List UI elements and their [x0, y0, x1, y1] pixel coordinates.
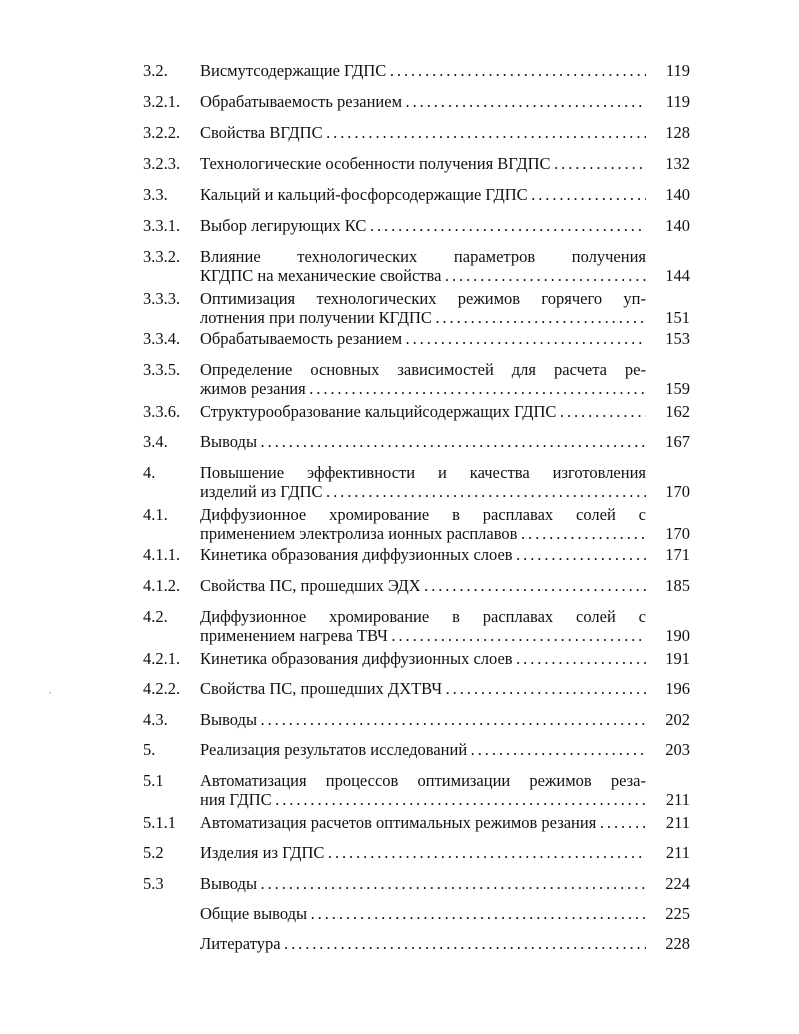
toc-entry-title-line: Кинетика образования диффузионных слоев . . . — [200, 649, 646, 668]
toc-entry-title-line: Литература . . . — [200, 934, 646, 953]
toc-entry-title-line: Кинетика образования диффузионных слоев . . . — [200, 545, 646, 564]
toc-entry-title-line: Выводы . . . — [200, 874, 646, 893]
toc-entry-title-line: Кальций и кальций-фосфорсодержащие ГДПС . . . — [200, 185, 646, 204]
toc-entry-title — [200, 813, 646, 832]
toc-entry-number: 5.3 — [143, 874, 164, 893]
toc-entry-title-line: Обрабатываемость резанием . . . — [200, 92, 646, 111]
toc-entry-number: 3.2.2. — [143, 123, 181, 142]
toc-entry-title-line: Повышение эффективности и качества изготовления — [200, 463, 646, 482]
toc-entry-page-number: 167 — [665, 432, 690, 451]
toc-entry-title — [200, 576, 646, 595]
toc-entry-page-number: 140 — [665, 185, 690, 204]
toc-entry-page-number: 211 — [665, 790, 690, 809]
toc-entry-page-number: 203 — [665, 740, 690, 759]
toc-entry-number: 4.1.1. — [143, 545, 181, 564]
toc-entry-page-number: 119 — [665, 61, 690, 80]
toc-entry-number: 3.3.1. — [143, 216, 181, 235]
toc-entry-title — [200, 843, 646, 862]
toc-entry-number: 3.2.1. — [143, 92, 181, 111]
toc-entry-title-line: Автоматизация процессов оптимизации режимов реза- — [200, 771, 646, 790]
toc-entry-page-number: 211 — [665, 813, 690, 832]
toc-entry-title-line: применением нагрева ТВЧ . . . — [200, 626, 646, 645]
toc-entry-number: 3.3.3. — [143, 289, 181, 308]
toc-entry-page-number: 211 — [665, 843, 690, 862]
toc-entry-number: 4.1.2. — [143, 576, 181, 595]
toc-entry-number: 3.3.2. — [143, 247, 181, 266]
toc-entry-number: 3.3.4. — [143, 329, 181, 348]
toc-entry-number: 3.4. — [143, 432, 168, 451]
toc-entry-page-number: 119 — [665, 92, 690, 111]
toc-entry-title-line: Диффузионное хромирование в расплавах солей с — [200, 607, 646, 626]
toc-entry-title — [200, 154, 646, 173]
toc-entry-page-number: 128 — [665, 123, 690, 142]
toc-entry-title-line: Выводы . . . — [200, 710, 646, 729]
toc-entry-title-line: ния ГДПС . . . — [200, 790, 646, 809]
toc-entry-title — [200, 185, 646, 204]
toc-entry-page-number: 144 — [665, 266, 690, 285]
toc-entry-number: 4.1. — [143, 505, 168, 524]
toc-entry-page-number: 170 — [665, 482, 690, 501]
toc-entry-number: 3.3.6. — [143, 402, 181, 421]
toc-entry-page-number: 190 — [665, 626, 690, 645]
toc-entry-page-number: 202 — [665, 710, 690, 729]
toc-entry-number: 5.2 — [143, 843, 164, 862]
toc-entry-title — [200, 402, 646, 421]
toc-entry-page-number: 224 — [665, 874, 690, 893]
toc-entry-title-line: Автоматизация расчетов оптимальных режимов резания . . . — [200, 813, 646, 832]
toc-entry-title — [200, 607, 646, 645]
toc-entry-title-line: Диффузионное хромирование в расплавах солей с — [200, 505, 646, 524]
toc-entry-title-line: Свойства ВГДПС . . . — [200, 123, 646, 142]
toc-entry-title-line: Свойства ПС, прошедших ЭДХ . . . — [200, 576, 646, 595]
toc-entry-title — [200, 463, 646, 501]
toc-entry-title-line: изделий из ГДПС . . . — [200, 482, 646, 501]
toc-entry-title — [200, 61, 646, 80]
toc-entry-title-line: Реализация результатов исследований . . . — [200, 740, 646, 759]
toc-entry-title-line: Влияние технологических параметров получения — [200, 247, 646, 266]
toc-entry-page-number: 159 — [665, 379, 690, 398]
toc-entry-number: 3.2. — [143, 61, 168, 80]
toc-entry-number: 3.3.5. — [143, 360, 181, 379]
toc-entry-title — [200, 247, 646, 285]
toc-entry-title — [200, 360, 646, 398]
toc-entry-title — [200, 771, 646, 809]
toc-entry-page-number: 171 — [665, 545, 690, 564]
toc-entry-title — [200, 289, 646, 327]
toc-entry-page-number: 191 — [665, 649, 690, 668]
toc-entry-title-line: Структурообразование кальцийсодержащих ГДПС . . . — [200, 402, 646, 421]
toc-entry-title — [200, 679, 646, 698]
toc-entry-page-number: 225 — [665, 904, 690, 923]
toc-entry-title-line: Изделия из ГДПС . . . — [200, 843, 646, 862]
toc-entry-number: 4. — [143, 463, 156, 482]
toc-entry-title-line: Обрабатываемость резанием . . . — [200, 329, 646, 348]
toc-entry-title-line: Выводы . . . — [200, 432, 646, 451]
toc-entry-number: 3.2.3. — [143, 154, 181, 173]
toc-entry-number: 4.3. — [143, 710, 168, 729]
scan-speck: , — [49, 686, 51, 695]
toc-entry-number: 4.2.2. — [143, 679, 181, 698]
toc-entry-title — [200, 904, 646, 923]
toc-entry-page-number: 153 — [665, 329, 690, 348]
toc-entry-title-line: Общие выводы . . . — [200, 904, 646, 923]
toc-entry-page-number: 132 — [665, 154, 690, 173]
toc-entry-title — [200, 740, 646, 759]
toc-entry-title-line: Оптимизация технологических режимов горячего уп- — [200, 289, 646, 308]
toc-entry-title — [200, 123, 646, 142]
toc-entry-title — [200, 216, 646, 235]
toc-entry-number: 5.1 — [143, 771, 164, 790]
toc-entry-page-number: 185 — [665, 576, 690, 595]
toc-entry-page-number: 228 — [665, 934, 690, 953]
toc-entry-title — [200, 505, 646, 543]
toc-entry-page-number: 140 — [665, 216, 690, 235]
toc-entry-title-line: Свойства ПС, прошедших ДХТВЧ . . . — [200, 679, 646, 698]
toc-entry-title-line: жимов резания . . . — [200, 379, 646, 398]
toc-entry-page-number: 151 — [665, 308, 690, 327]
toc-entry-title-line: применением электролиза ионных расплавов . . . — [200, 524, 646, 543]
toc-entry-number: 4.2. — [143, 607, 168, 626]
toc-entry-title-line: лотнения при получении КГДПС . . . — [200, 308, 646, 327]
toc-entry-title — [200, 874, 646, 893]
toc-entry-title — [200, 934, 646, 953]
toc-entry-title-line: Выбор легирующих КС . . . — [200, 216, 646, 235]
toc-entry-title-line: КГДПС на механические свойства . . . — [200, 266, 646, 285]
toc-entry-page-number: 162 — [665, 402, 690, 421]
toc-entry-title — [200, 432, 646, 451]
toc-entry-number: 5.1.1 — [143, 813, 176, 832]
toc-entry-page-number: 170 — [665, 524, 690, 543]
toc-entry-page-number: 196 — [665, 679, 690, 698]
toc-entry-title-line: Висмутсодержащие ГДПС . . . — [200, 61, 646, 80]
toc-entry-number: 3.3. — [143, 185, 168, 204]
toc-entry-number: 5. — [143, 740, 156, 759]
toc-entry-title — [200, 545, 646, 564]
toc-entry-title — [200, 92, 646, 111]
toc-entry-title — [200, 710, 646, 729]
toc-entry-title-line: Технологические особенности получения ВГДПС . . . — [200, 154, 646, 173]
toc-entry-number: 4.2.1. — [143, 649, 181, 668]
toc-entry-title-line: Определение основных зависимостей для расчета ре- — [200, 360, 646, 379]
toc-entry-title — [200, 329, 646, 348]
toc-entry-title — [200, 649, 646, 668]
